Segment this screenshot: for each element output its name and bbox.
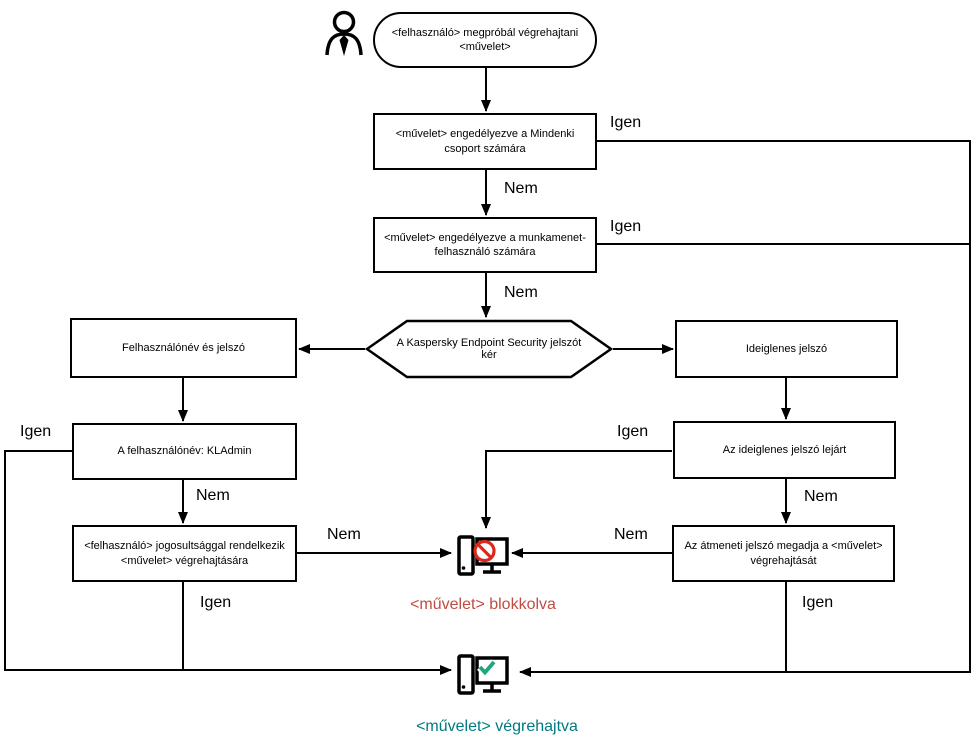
edge-label-no-grants: Nem (614, 526, 648, 543)
node-temp-password-expired (673, 421, 896, 479)
decision-password-prompt (365, 319, 613, 379)
edge-label-no-kladmin: Nem (196, 487, 230, 504)
node-allowed-everyone (373, 113, 597, 170)
node-allowed-everyone-label: <művelet> engedélyezve a Mindenki csoport számára (395, 128, 575, 155)
edge-label-no-expired: Nem (804, 488, 838, 505)
edge-label-yes-expired: Igen (617, 423, 649, 440)
blocked-computer-icon (454, 532, 510, 580)
edge-label-yes-everyone: Igen (610, 114, 642, 131)
node-allowed-session-user (373, 217, 597, 273)
node-username-password (70, 318, 297, 378)
edge-label-no-permission: Nem (327, 526, 361, 543)
blocked-label: <művelet> blokkolva (410, 596, 556, 613)
person-icon (325, 8, 365, 58)
node-username-kladmin-label: A felhasználónév: KLAdmin (117, 445, 252, 458)
node-allowed-session-user-label: <művelet> engedélyezve a munkamenet-felhasználó számára (384, 231, 586, 258)
node-user-has-permission-label: <felhasználó> jogosultsággal rendelkezik <művelet> végrehajtására (84, 540, 285, 567)
node-username-password-label: Felhasználónév és jelszó (122, 341, 245, 354)
node-temp-password-expired-label: Az ideiglenes jelszó lejárt (722, 443, 847, 456)
edge-label-no-session: Nem (504, 284, 538, 301)
executed-label: <művelet> végrehajtva (416, 718, 578, 735)
node-temp-password-grants-label: Az átmeneti jelszó megadja a <művelet> végrehajtását (684, 540, 883, 567)
decision-password-prompt-label: A Kaspersky Endpoint Security jelszót kér (396, 337, 582, 361)
node-temporary-password-label: Ideiglenes jelszó (745, 342, 828, 355)
edge-label-yes-grants: Igen (802, 594, 834, 611)
edge-label-yes-kladmin: Igen (20, 423, 52, 440)
start-node-label: <felhasználó> megpróbál végrehajtani <művelet> (391, 26, 579, 53)
completed-computer-icon (454, 651, 510, 699)
node-temporary-password (675, 320, 898, 378)
node-temp-password-grants (672, 525, 895, 582)
node-username-kladmin (72, 423, 297, 480)
edge-label-no-everyone: Nem (504, 180, 538, 197)
prohibition-icon (475, 542, 494, 561)
start-node (373, 12, 597, 68)
edge-label-yes-permission: Igen (200, 594, 232, 611)
node-user-has-permission (72, 525, 297, 582)
edge-label-yes-session: Igen (610, 218, 642, 235)
